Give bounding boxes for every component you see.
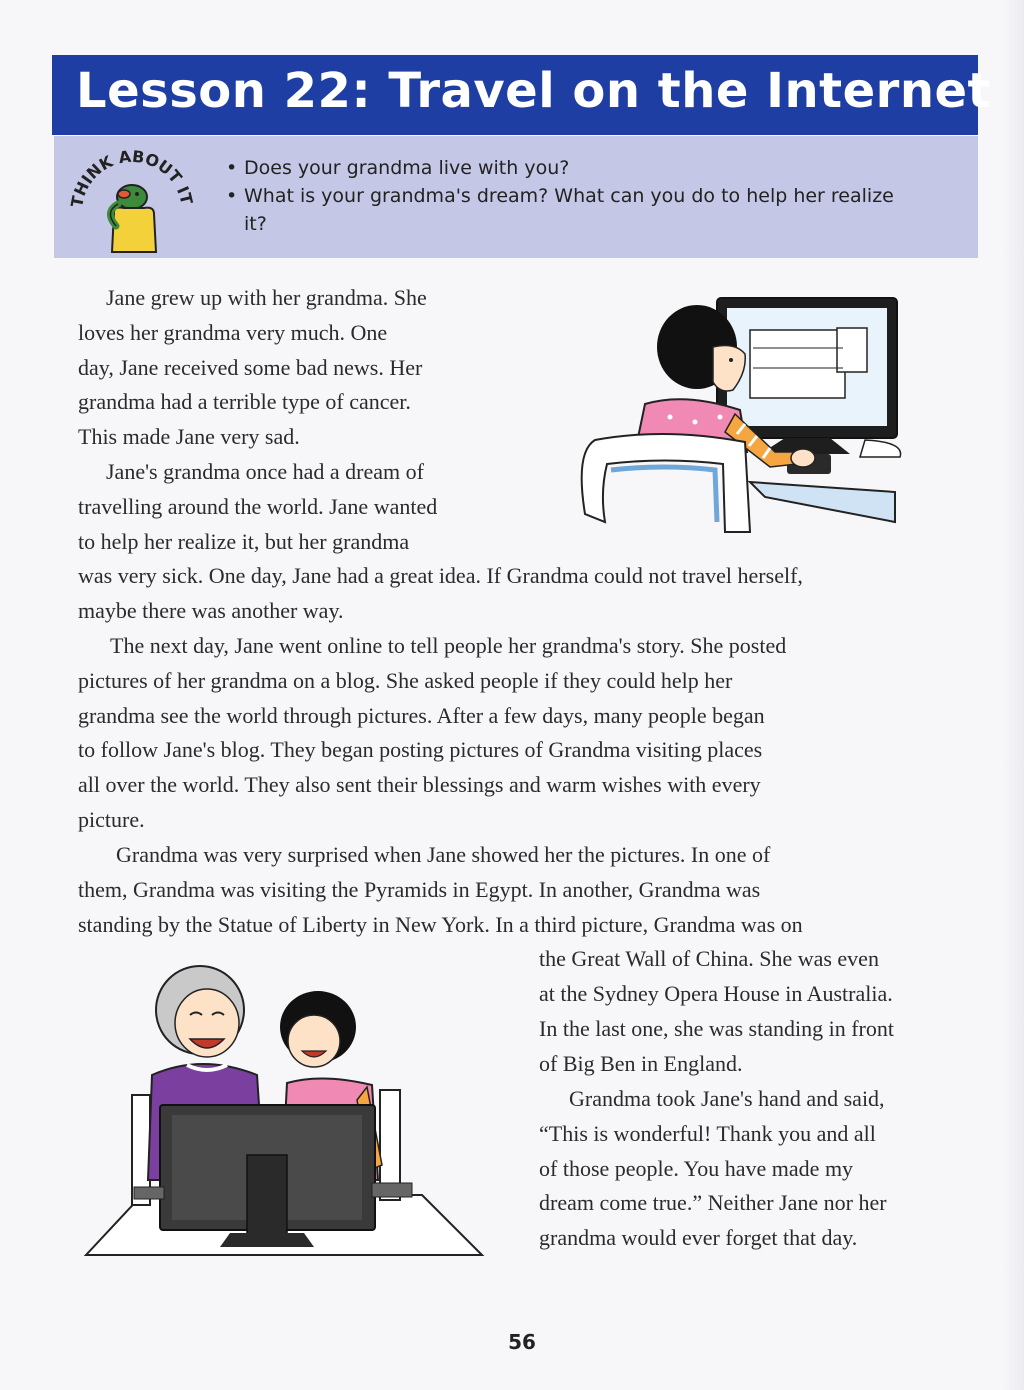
- story-line: pictures of her grandma on a blog. She asked people if they could help her: [78, 667, 733, 693]
- story-line: Jane grew up with her grandma. She: [106, 285, 427, 310]
- story-line: maybe there was another way.: [78, 598, 344, 624]
- story-line: dream come true.” Neither Jane nor her: [539, 1190, 887, 1216]
- story-line: of Big Ben in England.: [539, 1050, 743, 1076]
- think-about-it-arc-text: THINK ABOUT IT: [67, 146, 197, 209]
- story-line: was very sick. One day, Jane had a great idea. If Grandma could not travel herself,: [78, 563, 803, 589]
- story-line: the Great Wall of China. She was even: [539, 946, 879, 972]
- question-item: • What is your grandma's dream? What can you do to help her realize it?: [224, 182, 944, 238]
- story-line: The next day, Jane went online to tell people her grandma's story. She posted: [110, 633, 787, 658]
- story-line: standing by the Statue of Liberty in New York. In a third picture, Grandma was on: [78, 911, 803, 937]
- think-about-it-logo: [64, 142, 199, 254]
- story-paragraph-3: [78, 629, 786, 838]
- story-line: picture.: [78, 806, 145, 832]
- story-line: grandma see the world through pictures. After a few days, many people began: [78, 702, 765, 728]
- page-number: 56: [508, 1330, 536, 1354]
- story-line: day, Jane received some bad news. Her: [78, 354, 423, 380]
- question-item: • Does your grandma live with you?: [224, 154, 944, 182]
- story-line: Grandma took Jane's hand and said,: [569, 1086, 885, 1111]
- story-line: This made Jane very sad.: [78, 424, 300, 450]
- think-about-it-questions: [224, 154, 944, 238]
- story-line: to follow Jane's blog. They began posting pictures of Grandma visiting places: [78, 737, 763, 763]
- question-text: What is your grandma's dream? What can you do to help her realize it?: [244, 185, 894, 235]
- story-line: all over the world. They also sent their blessings and warm wishes with every: [78, 772, 761, 798]
- story-line: Grandma was very surprised when Jane showed her the pictures. In one of: [116, 842, 771, 867]
- story-line: “This is wonderful! Thank you and all: [539, 1120, 876, 1146]
- page-edge-shadow: [1002, 0, 1024, 1390]
- think-about-it-box: [54, 136, 978, 258]
- girl-at-computer-illustration: [575, 292, 910, 537]
- story-line: of those people. You have made my: [539, 1155, 854, 1181]
- question-text: Does your grandma live with you?: [244, 157, 570, 179]
- story-line: travelling around the world. Jane wanted: [78, 493, 438, 519]
- lesson-title: Lesson 22: Travel on the Internet: [76, 63, 991, 119]
- lesson-title-bar: [52, 55, 991, 135]
- story-line: In the last one, she was standing in front: [539, 1015, 894, 1041]
- grandma-and-girl-illustration: [82, 965, 487, 1265]
- thinking-turtle-icon: [110, 185, 156, 252]
- story-paragraph-5: [539, 1082, 887, 1256]
- story-line: loves her grandma very much. One: [78, 319, 388, 345]
- story-line: at the Sydney Opera House in Australia.: [539, 981, 893, 1007]
- story-line: them, Grandma was visiting the Pyramids in Egypt. In another, Grandma was: [78, 876, 761, 902]
- story-line: to help her realize it, but her grandma: [78, 528, 410, 554]
- story-line: Jane's grandma once had a dream of: [106, 459, 424, 484]
- story-paragraph-1: [78, 281, 427, 455]
- story-line: grandma had a terrible type of cancer.: [78, 389, 411, 415]
- story-line: grandma would ever forget that day.: [539, 1225, 858, 1251]
